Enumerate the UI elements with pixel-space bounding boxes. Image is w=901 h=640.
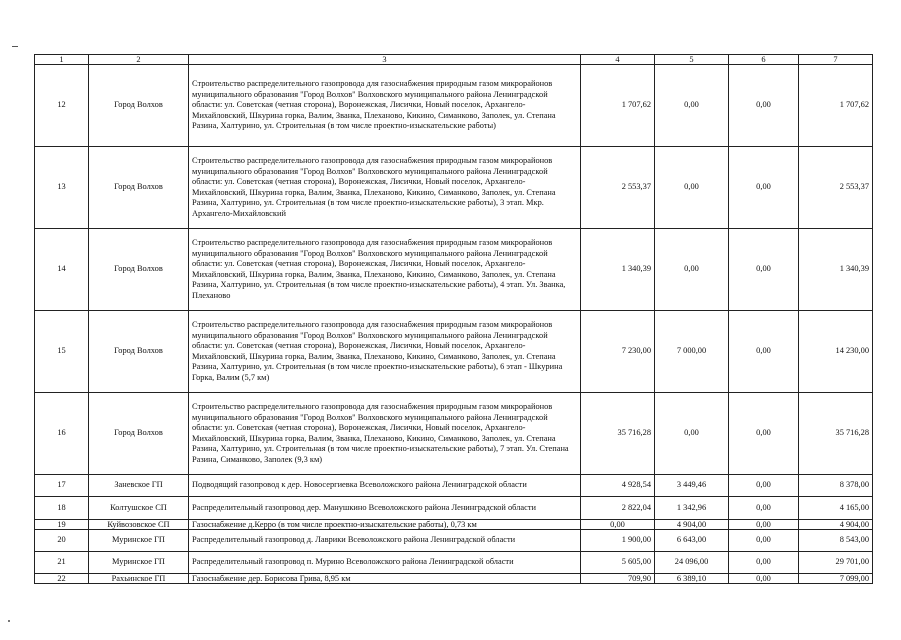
value-col4: 709,90 [581, 574, 655, 584]
value-col6: 0,00 [729, 229, 799, 311]
description-cell: Подводящий газопровод к дер. Новосергиевка Всеволожского района Ленинградской области [189, 475, 581, 497]
value-col4: 1 340,39 [581, 229, 655, 311]
value-col5: 6 643,00 [655, 530, 729, 552]
table-row [35, 147, 873, 229]
row-number: 18 [35, 497, 89, 520]
value-col5: 0,00 [655, 393, 729, 475]
row-number: 20 [35, 530, 89, 552]
municipality-cell: Колтушское СП [89, 497, 189, 520]
value-col7: 1 707,62 [799, 65, 873, 147]
value-col6: 0,00 [729, 311, 799, 393]
value-col7: 1 340,39 [799, 229, 873, 311]
column-number: 4 [581, 55, 655, 65]
municipality-cell: Город Волхов [89, 311, 189, 393]
value-col4: 1 707,62 [581, 65, 655, 147]
value-col7: 8 543,00 [799, 530, 873, 552]
column-number: 2 [89, 55, 189, 65]
table-row [35, 65, 873, 147]
table-row [35, 530, 873, 552]
value-col4: 2 822,04 [581, 497, 655, 520]
value-col6: 0,00 [729, 574, 799, 584]
value-col4: 35 716,28 [581, 393, 655, 475]
description-cell: Газоснабжение дер. Борисова Грива, 8,95 км [189, 574, 581, 584]
value-col5: 4 904,00 [655, 520, 729, 530]
value-col6: 0,00 [729, 530, 799, 552]
value-col5: 7 000,00 [655, 311, 729, 393]
scan-mark [12, 46, 18, 47]
municipality-cell: Город Волхов [89, 229, 189, 311]
municipality-cell: Муринское ГП [89, 530, 189, 552]
value-col5: 0,00 [655, 229, 729, 311]
description-cell: Строительство распределительного газопровода для газоснабжения природным газом микрорайонов муниципального образования "Город Волхов" Волховского муниципального района Ленинградской области: ул. Советская (четная сторона), Воронежская, Лисички, Новый поселок, Архангело-Михайловский, Шкурина горка, Валим, Званка, Плеханово, Кикино, Симанково, Заполек, ул. Степана Разина, Халтурино, ул. Строительная (в том числе проектно-изыскательские работы) [189, 65, 581, 147]
description-cell: Строительство распределительного газопровода для газоснабжения природным газом микрорайонов муниципального образования "Город Волхов" Волховского муниципального района Ленинградской области: ул. Советская (четная сторона), Воронежская, Лисички, Новый поселок, Архангело-Михайловский, Шкурина горка, Валим, Званка, Плеханово, Кикино, Симанково, Заполек, ул. Степана Разина, Халтурино, ул. Строительная (в том числе проектно-изыскательские работы), 3 этап. Мкр. Архангело-Михайловский [189, 147, 581, 229]
row-number: 19 [35, 520, 89, 530]
table-row [35, 393, 873, 475]
description-cell: Распределительный газопровод дер. Манушкино Всеволожского района Ленинградской области [189, 497, 581, 520]
value-col7: 35 716,28 [799, 393, 873, 475]
description-cell: Газоснабжение д.Керро (в том числе проектно-изыскательские работы), 0,73 км [189, 520, 581, 530]
value-col4: 1 900,00 [581, 530, 655, 552]
value-col7: 29 701,00 [799, 552, 873, 574]
funding-table [34, 54, 873, 584]
value-col6: 0,00 [729, 147, 799, 229]
value-col7: 4 904,00 [799, 520, 873, 530]
municipality-cell: Куйвозовское СП [89, 520, 189, 530]
column-number-row [35, 55, 873, 65]
municipality-cell: Город Волхов [89, 65, 189, 147]
value-col6: 0,00 [729, 497, 799, 520]
description-cell: Строительство распределительного газопровода для газоснабжения природным газом микрорайонов муниципального образования "Город Волхов" Волховского муниципального района Ленинградской области: ул. Советская (четная сторона), Воронежская, Лисички, Новый поселок, Архангело-Михайловский, Шкурина горка, Валим, Званка, Плеханово, Кикино, Симанково, Заполек, ул. Степана Разина, Халтурино, ул. Строительная (в том числе проектно-изыскательские работы), 6 этап - Шкурина Горка, Валим (5,7 км) [189, 311, 581, 393]
table-row [35, 520, 873, 530]
value-col5: 0,00 [655, 147, 729, 229]
value-col4: 5 605,00 [581, 552, 655, 574]
row-number: 22 [35, 574, 89, 584]
row-number: 16 [35, 393, 89, 475]
description-cell: Распределительный газопровод п. Мурино Всеволожского района Ленинградской области [189, 552, 581, 574]
row-number: 15 [35, 311, 89, 393]
description-cell: Распределительный газопровод д. Лаврики Всеволожского района Ленинградской области [189, 530, 581, 552]
value-col4: 2 553,37 [581, 147, 655, 229]
table-row [35, 497, 873, 520]
value-col6: 0,00 [729, 475, 799, 497]
value-col7: 7 099,00 [799, 574, 873, 584]
row-number: 13 [35, 147, 89, 229]
value-col6: 0,00 [729, 552, 799, 574]
description-cell: Строительство распределительного газопровода для газоснабжения природным газом микрорайонов муниципального образования "Город Волхов" Волховского муниципального района Ленинградской области: ул. Советская (четная сторона), Воронежская, Лисички, Новый поселок, Архангело-Михайловский, Шкурина горка, Валим, Званка, Плеханово, Кикино, Симанково, Заполек, ул. Степана Разина, Халтурино, ул. Строительная (в том числе проектно-изыскательские работы), 4 этап. Ул. Званка, Плеханово [189, 229, 581, 311]
row-number: 12 [35, 65, 89, 147]
value-col5: 0,00 [655, 65, 729, 147]
scan-dot [8, 620, 10, 622]
table-row [35, 229, 873, 311]
value-col7: 14 230,00 [799, 311, 873, 393]
column-number: 1 [35, 55, 89, 65]
column-number: 3 [189, 55, 581, 65]
column-number: 6 [729, 55, 799, 65]
table-row [35, 311, 873, 393]
value-col6: 0,00 [729, 520, 799, 530]
value-col6: 0,00 [729, 65, 799, 147]
value-col4: 0,00 [581, 520, 655, 530]
value-col5: 1 342,96 [655, 497, 729, 520]
description-cell: Строительство распределительного газопровода для газоснабжения природным газом микрорайонов муниципального образования "Город Волхов" Волховского муниципального района Ленинградской области: ул. Советская (четная сторона), Воронежская, Лисички, Новый поселок, Архангело-Михайловский, Шкурина горка, Валим, Званка, Плеханово, Кикино, Симанково, Заполек, ул. Степана Разина, Халтурино, ул. Строительная (в том числе проектно-изыскательские работы), 7 этап. Ул. Степана Разина, Симанково, Заполек (9,3 км) [189, 393, 581, 475]
column-number: 5 [655, 55, 729, 65]
column-number: 7 [799, 55, 873, 65]
value-col4: 4 928,54 [581, 475, 655, 497]
table-row [35, 574, 873, 584]
municipality-cell: Рахьинское ГП [89, 574, 189, 584]
value-col6: 0,00 [729, 393, 799, 475]
municipality-cell: Муринское ГП [89, 552, 189, 574]
value-col4: 7 230,00 [581, 311, 655, 393]
value-col7: 2 553,37 [799, 147, 873, 229]
row-number: 14 [35, 229, 89, 311]
value-col5: 6 389,10 [655, 574, 729, 584]
municipality-cell: Заневское ГП [89, 475, 189, 497]
municipality-cell: Город Волхов [89, 147, 189, 229]
value-col7: 4 165,00 [799, 497, 873, 520]
value-col5: 24 096,00 [655, 552, 729, 574]
value-col5: 3 449,46 [655, 475, 729, 497]
row-number: 17 [35, 475, 89, 497]
table-row [35, 475, 873, 497]
municipality-cell: Город Волхов [89, 393, 189, 475]
row-number: 21 [35, 552, 89, 574]
value-col7: 8 378,00 [799, 475, 873, 497]
table-row [35, 552, 873, 574]
